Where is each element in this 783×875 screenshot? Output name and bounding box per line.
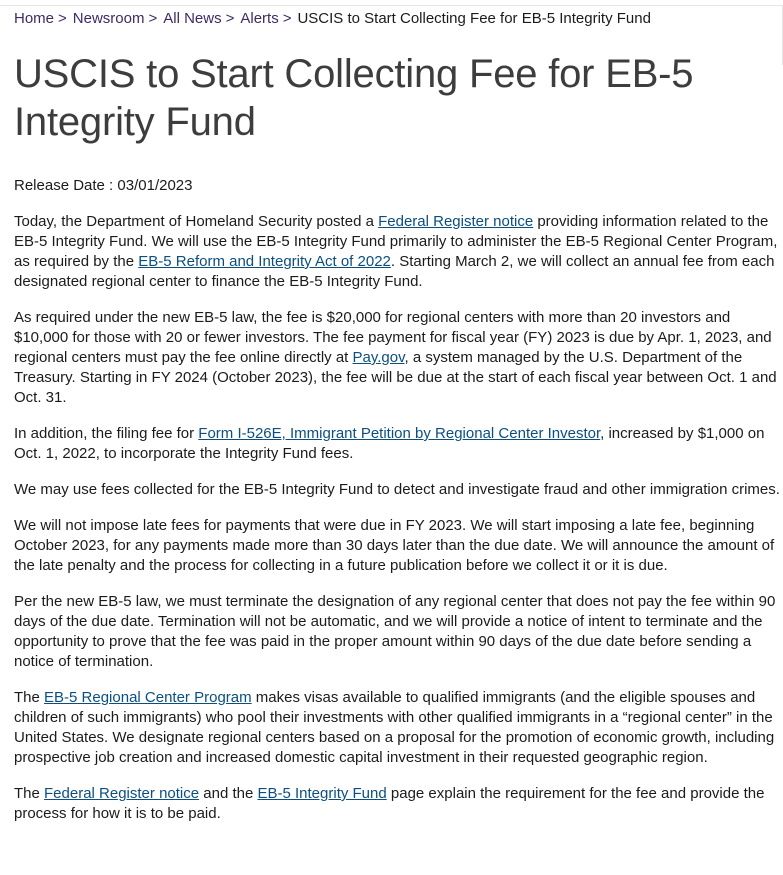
release-date-value: 03/01/2023 <box>117 177 193 194</box>
paragraph-text: , a system managed by the U.S. Department of the Treasury. Starting in FY 2024 (October 2023), the fee will be due at the start of each fiscal year between Oct. 1 and Oct. 31. <box>14 349 777 406</box>
paragraph-text: In addition, the filing fee for <box>14 425 199 442</box>
paragraph-3 <box>14 424 780 464</box>
paragraph-2 <box>14 308 780 408</box>
eb5-integrity-fund-link[interactable]: EB-5 Integrity Fund <box>257 785 387 802</box>
paragraph-7 <box>14 688 780 768</box>
paragraph-text: , increased by $1,000 on Oct. 1, 2022, to incorporate the Integrity Fund fees. <box>14 425 765 462</box>
eb5-reform-act-link[interactable]: EB-5 Reform and Integrity Act of 2022 <box>138 253 391 270</box>
release-date <box>14 176 780 196</box>
breadcrumb-link-all-news[interactable]: All News <box>163 10 222 27</box>
breadcrumb-link-home[interactable]: Home <box>14 10 55 27</box>
paragraph-text: The <box>14 689 45 706</box>
breadcrumb-current: USCIS to Start Collecting Fee for EB-5 Integrity Fund <box>297 10 651 27</box>
paragraph-text: We will not impose late fees for payments that were due in FY 2023. We will start imposing a late fee, beginning October 2023, for any payments made more than 30 days later than the due date. We will announce the amount of the late penalty and the process for collecting in a future publication before we collect it or it is due. <box>14 517 775 574</box>
paragraph-text: The <box>14 785 45 802</box>
paragraph-text: makes visas available to qualified immigrants (and the eligible spouses and children of such immigrants) who pool their investments with other qualified immigrants in a “regional center” in the United States. We designate regional centers based on a proposal for the promotion of economic growth, including prospective job creation and increased domestic capital investment in their requested geographic region. <box>14 689 775 766</box>
paragraph-text: Today, the Department of Homeland Security posted a <box>14 213 379 230</box>
release-date-label: Release Date : <box>14 177 114 194</box>
paragraph-1 <box>14 212 780 292</box>
paragraph-text: page explain the requirement for the fee and provide the process for how it is to be paid. <box>14 785 765 822</box>
paragraph-5 <box>14 516 780 576</box>
pay-gov-link[interactable]: Pay.gov <box>352 349 405 366</box>
breadcrumb-separator: > <box>225 10 235 27</box>
federal-register-notice-link-2[interactable]: Federal Register notice <box>44 785 200 802</box>
federal-register-notice-link[interactable]: Federal Register notice <box>378 213 534 230</box>
top-divider <box>0 5 783 6</box>
paragraph-6 <box>14 592 780 672</box>
breadcrumb <box>14 9 651 29</box>
page-title: USCIS to Start Collecting Fee for EB-5 Integrity Fund <box>14 52 694 144</box>
paragraph-4 <box>14 480 780 500</box>
paragraph-text: providing information related to the EB-5 Integrity Fund. We will use the EB-5 Integrity Fund primarily to administer the EB-5 Regional Center Program, as required by the <box>14 213 778 270</box>
form-i526e-link[interactable]: Form I-526E, Immigrant Petition by Regional Center Investor <box>198 425 601 442</box>
paragraph-text: . Starting March 2, we will collect an annual fee from each designated regional center to finance the EB-5 Integrity Fund. <box>14 253 775 290</box>
paragraph-text: and the <box>199 785 258 802</box>
breadcrumb-separator: > <box>58 10 67 27</box>
breadcrumb-separator: > <box>148 10 158 27</box>
paragraph-8 <box>14 784 780 824</box>
breadcrumb-link-alerts[interactable]: Alerts <box>240 10 279 27</box>
paragraph-text: Per the new EB-5 law, we must terminate the designation of any regional center that does not pay the fee within 90 days of the due date. Termination will not be automatic, and we will provide a notice of intent to terminate and the opportunity to prove that the fee was paid in the proper amount within 90 days of the due date before sending a notice of termination. <box>14 593 776 670</box>
article-body <box>14 176 780 840</box>
eb5-regional-center-program-link[interactable]: EB-5 Regional Center Program <box>44 689 252 706</box>
breadcrumb-separator: > <box>282 10 292 27</box>
paragraph-text: As required under the new EB-5 law, the fee is $20,000 for regional centers with more than 20 investors and $10,000 for those with 20 or fewer investors. The fee payment for fiscal year (FY) 2023 is due by Apr. 1, 2023, and regional centers must pay the fee online directly at <box>14 309 772 366</box>
paragraph-text: We may use fees collected for the EB-5 Integrity Fund to detect and investigate fraud and other immigration crimes. <box>14 481 780 498</box>
breadcrumb-link-newsroom[interactable]: Newsroom <box>72 10 145 27</box>
